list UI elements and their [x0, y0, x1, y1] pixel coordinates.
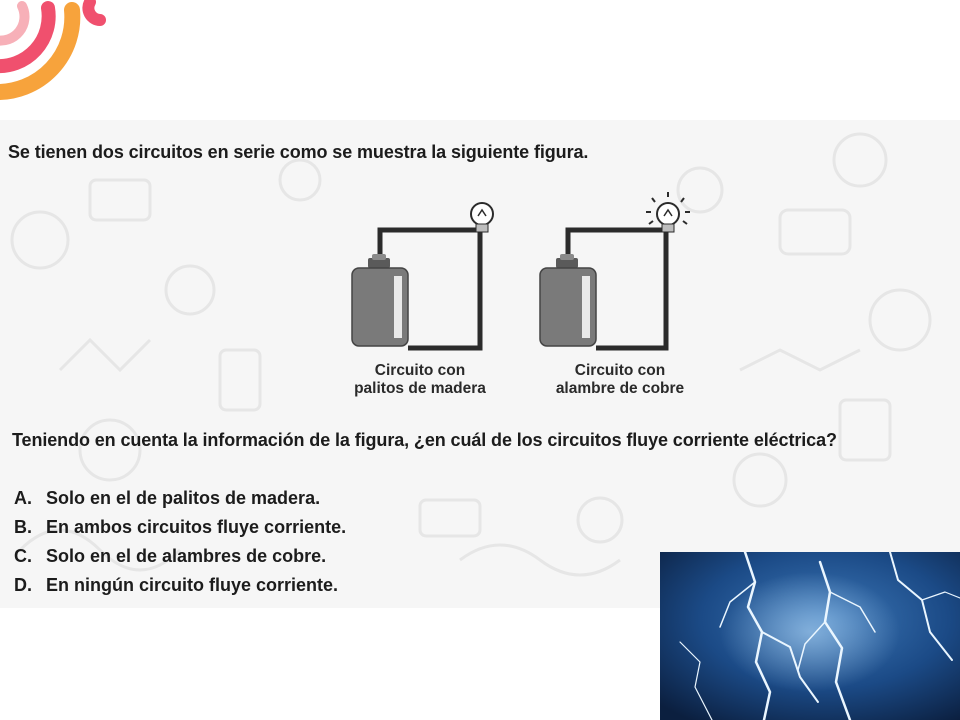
- option-letter: C.: [14, 546, 32, 566]
- option-text: Solo en el de alambres de cobre.: [46, 546, 327, 566]
- battery-icon: [540, 254, 596, 346]
- caption-wood: [340, 362, 500, 398]
- circuit-copper: [540, 192, 690, 348]
- lightning-storm-image: [660, 552, 960, 720]
- battery-icon: [352, 254, 408, 346]
- option-d[interactable]: [14, 571, 346, 600]
- option-b[interactable]: [14, 513, 346, 542]
- caption-copper: [540, 362, 700, 398]
- light-bulb-lit-icon: [646, 192, 690, 232]
- circuits-figure: [340, 188, 710, 408]
- logo-arcs: [0, 0, 120, 110]
- option-letter: B.: [14, 517, 32, 537]
- option-letter: A.: [14, 488, 32, 508]
- option-text: En ningún circuito fluye corriente.: [46, 575, 339, 595]
- option-letter: D.: [14, 575, 32, 595]
- option-text: Solo en el de palitos de madera.: [46, 488, 321, 508]
- intro-text: Se tienen dos circuitos en serie como se muestra la siguiente figura.: [8, 142, 589, 162]
- answer-options: [14, 484, 346, 600]
- option-a[interactable]: [14, 484, 346, 513]
- caption-wood-line1: Circuito con: [374, 362, 466, 379]
- caption-wood-line2: palitos de madera: [354, 380, 486, 397]
- caption-copper-line1: Circuito con: [574, 362, 666, 379]
- option-c[interactable]: [14, 542, 346, 571]
- circuit-wood: [352, 203, 493, 348]
- option-text: En ambos circuitos fluye corriente.: [46, 517, 347, 537]
- caption-copper-line2: alambre de cobre: [555, 380, 685, 397]
- question-panel: [0, 120, 960, 608]
- question-text: Teniendo en cuenta la información de la figura, ¿en cuál de los circuitos fluye corriente eléctrica?: [12, 430, 837, 450]
